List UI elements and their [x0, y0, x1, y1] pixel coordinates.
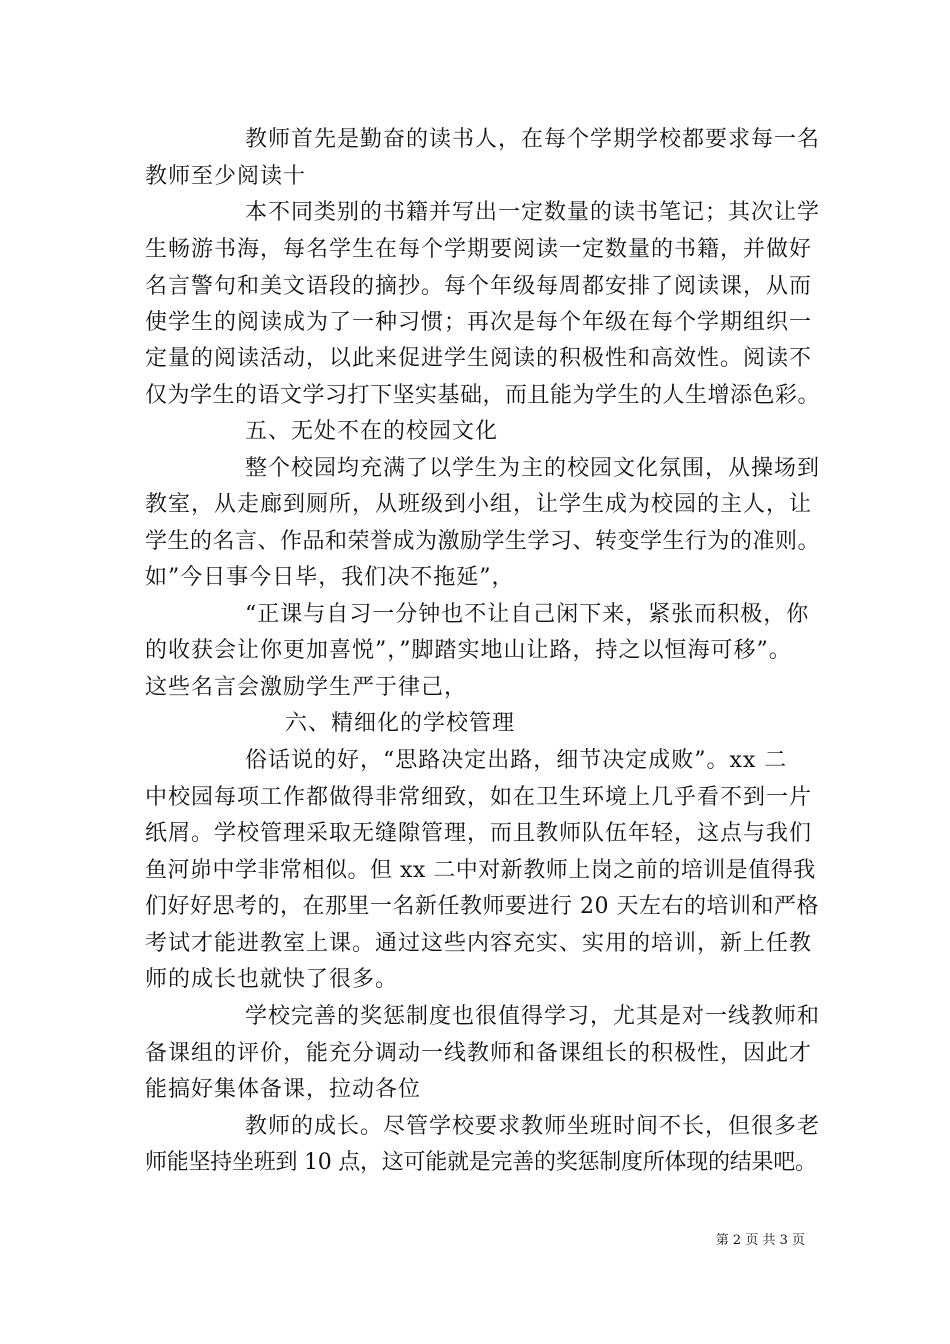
text-line-8: 仅为学生的语文学习打下坚实基础，而且能为学生的人生增添色彩。 [145, 383, 821, 408]
text-line-21: 鱼河峁中学非常相似。但 xx 二中对新教师上岗之前的培训是值得我 [145, 858, 816, 883]
text-line-4: 生畅游书海，每名学生在每个学期要阅读一定数量的书籍，并做好 [145, 237, 813, 262]
page-footer: 第 2 页 共 3 页 [715, 1233, 805, 1248]
text-line-5: 名言警句和美文语段的摘抄。每个年级每周都安排了阅读课，从而 [145, 274, 813, 299]
text-line-28: 教师的成长。尽管学校要求教师坐班时间不长，但很多老 [245, 1114, 821, 1139]
text-line-11: 教室，从走廊到厕所，从班级到小组，让学生成为校园的主人，让 [145, 492, 813, 517]
text-line-18: 俗话说的好，“思路决定出路，细节决定成败”。xx 二 [245, 748, 788, 773]
text-line-20: 纸屑。学校管理采取无缝隙管理，而且教师队伍年轻，这点与我们 [145, 821, 813, 846]
text-line-15: 的收获会让你更加喜悦”，”脚踏实地山让路，持之以恒海可移”。 [145, 638, 792, 663]
text-line-16: 这些名言会激励学生严于律己， [145, 675, 468, 700]
section-heading-6: 六、精细化的学校管理 [285, 711, 516, 736]
text-line-26: 备课组的评价，能充分调动一线教师和备课组长的积极性，因此才 [145, 1041, 813, 1066]
text-line-14: “正课与自习一分钟也不让自己闲下来，紧张而积极，你 [245, 602, 810, 627]
text-line-29: 师能坚持坐班到 10 点，这可能就是完善的奖惩制度所体现的结果吧。 [145, 1150, 817, 1175]
text-line-22: 们好好思考的，在那里一名新任教师要进行 20 天左右的培训和严格 [145, 894, 819, 919]
text-line-3: 本不同类别的书籍并写出一定数量的读书笔记；其次让学 [245, 200, 821, 225]
section-heading-5: 五、无处不在的校园文化 [245, 419, 499, 444]
text-line-6: 使学生的阅读成为了一种习惯；再次是每个年级在每个学期组织一 [145, 310, 813, 335]
text-line-2: 教师至少阅读十 [145, 164, 307, 189]
text-line-25: 学校完善的奖惩制度也很值得学习，尤其是对一线教师和 [245, 1004, 821, 1029]
text-line-19: 中校园每项工作都做得非常细致，如在卫生环境上几乎看不到一片 [145, 785, 813, 810]
text-line-23: 考试才能进教室上课。通过这些内容充实、实用的培训，新上任教 [145, 931, 813, 956]
text-line-10: 整个校园均充满了以学生为主的校园文化氛围，从操场到 [245, 456, 821, 481]
text-line-27: 能搞好集体备课，拉动各位 [145, 1077, 422, 1102]
text-line-24: 师的成长也就快了很多。 [145, 967, 399, 992]
text-line-7: 定量的阅读活动，以此来促进学生阅读的积极性和高效性。阅读不 [145, 346, 813, 371]
text-line-13: 如”今日事今日毕，我们决不拖延”， [145, 565, 515, 590]
text-line-12: 学生的名言、作品和荣誉成为激励学生学习、转变学生行为的准则。 [145, 529, 821, 554]
text-line-1: 教师首先是勤奋的读书人，在每个学期学校都要求每一名 [245, 127, 821, 152]
